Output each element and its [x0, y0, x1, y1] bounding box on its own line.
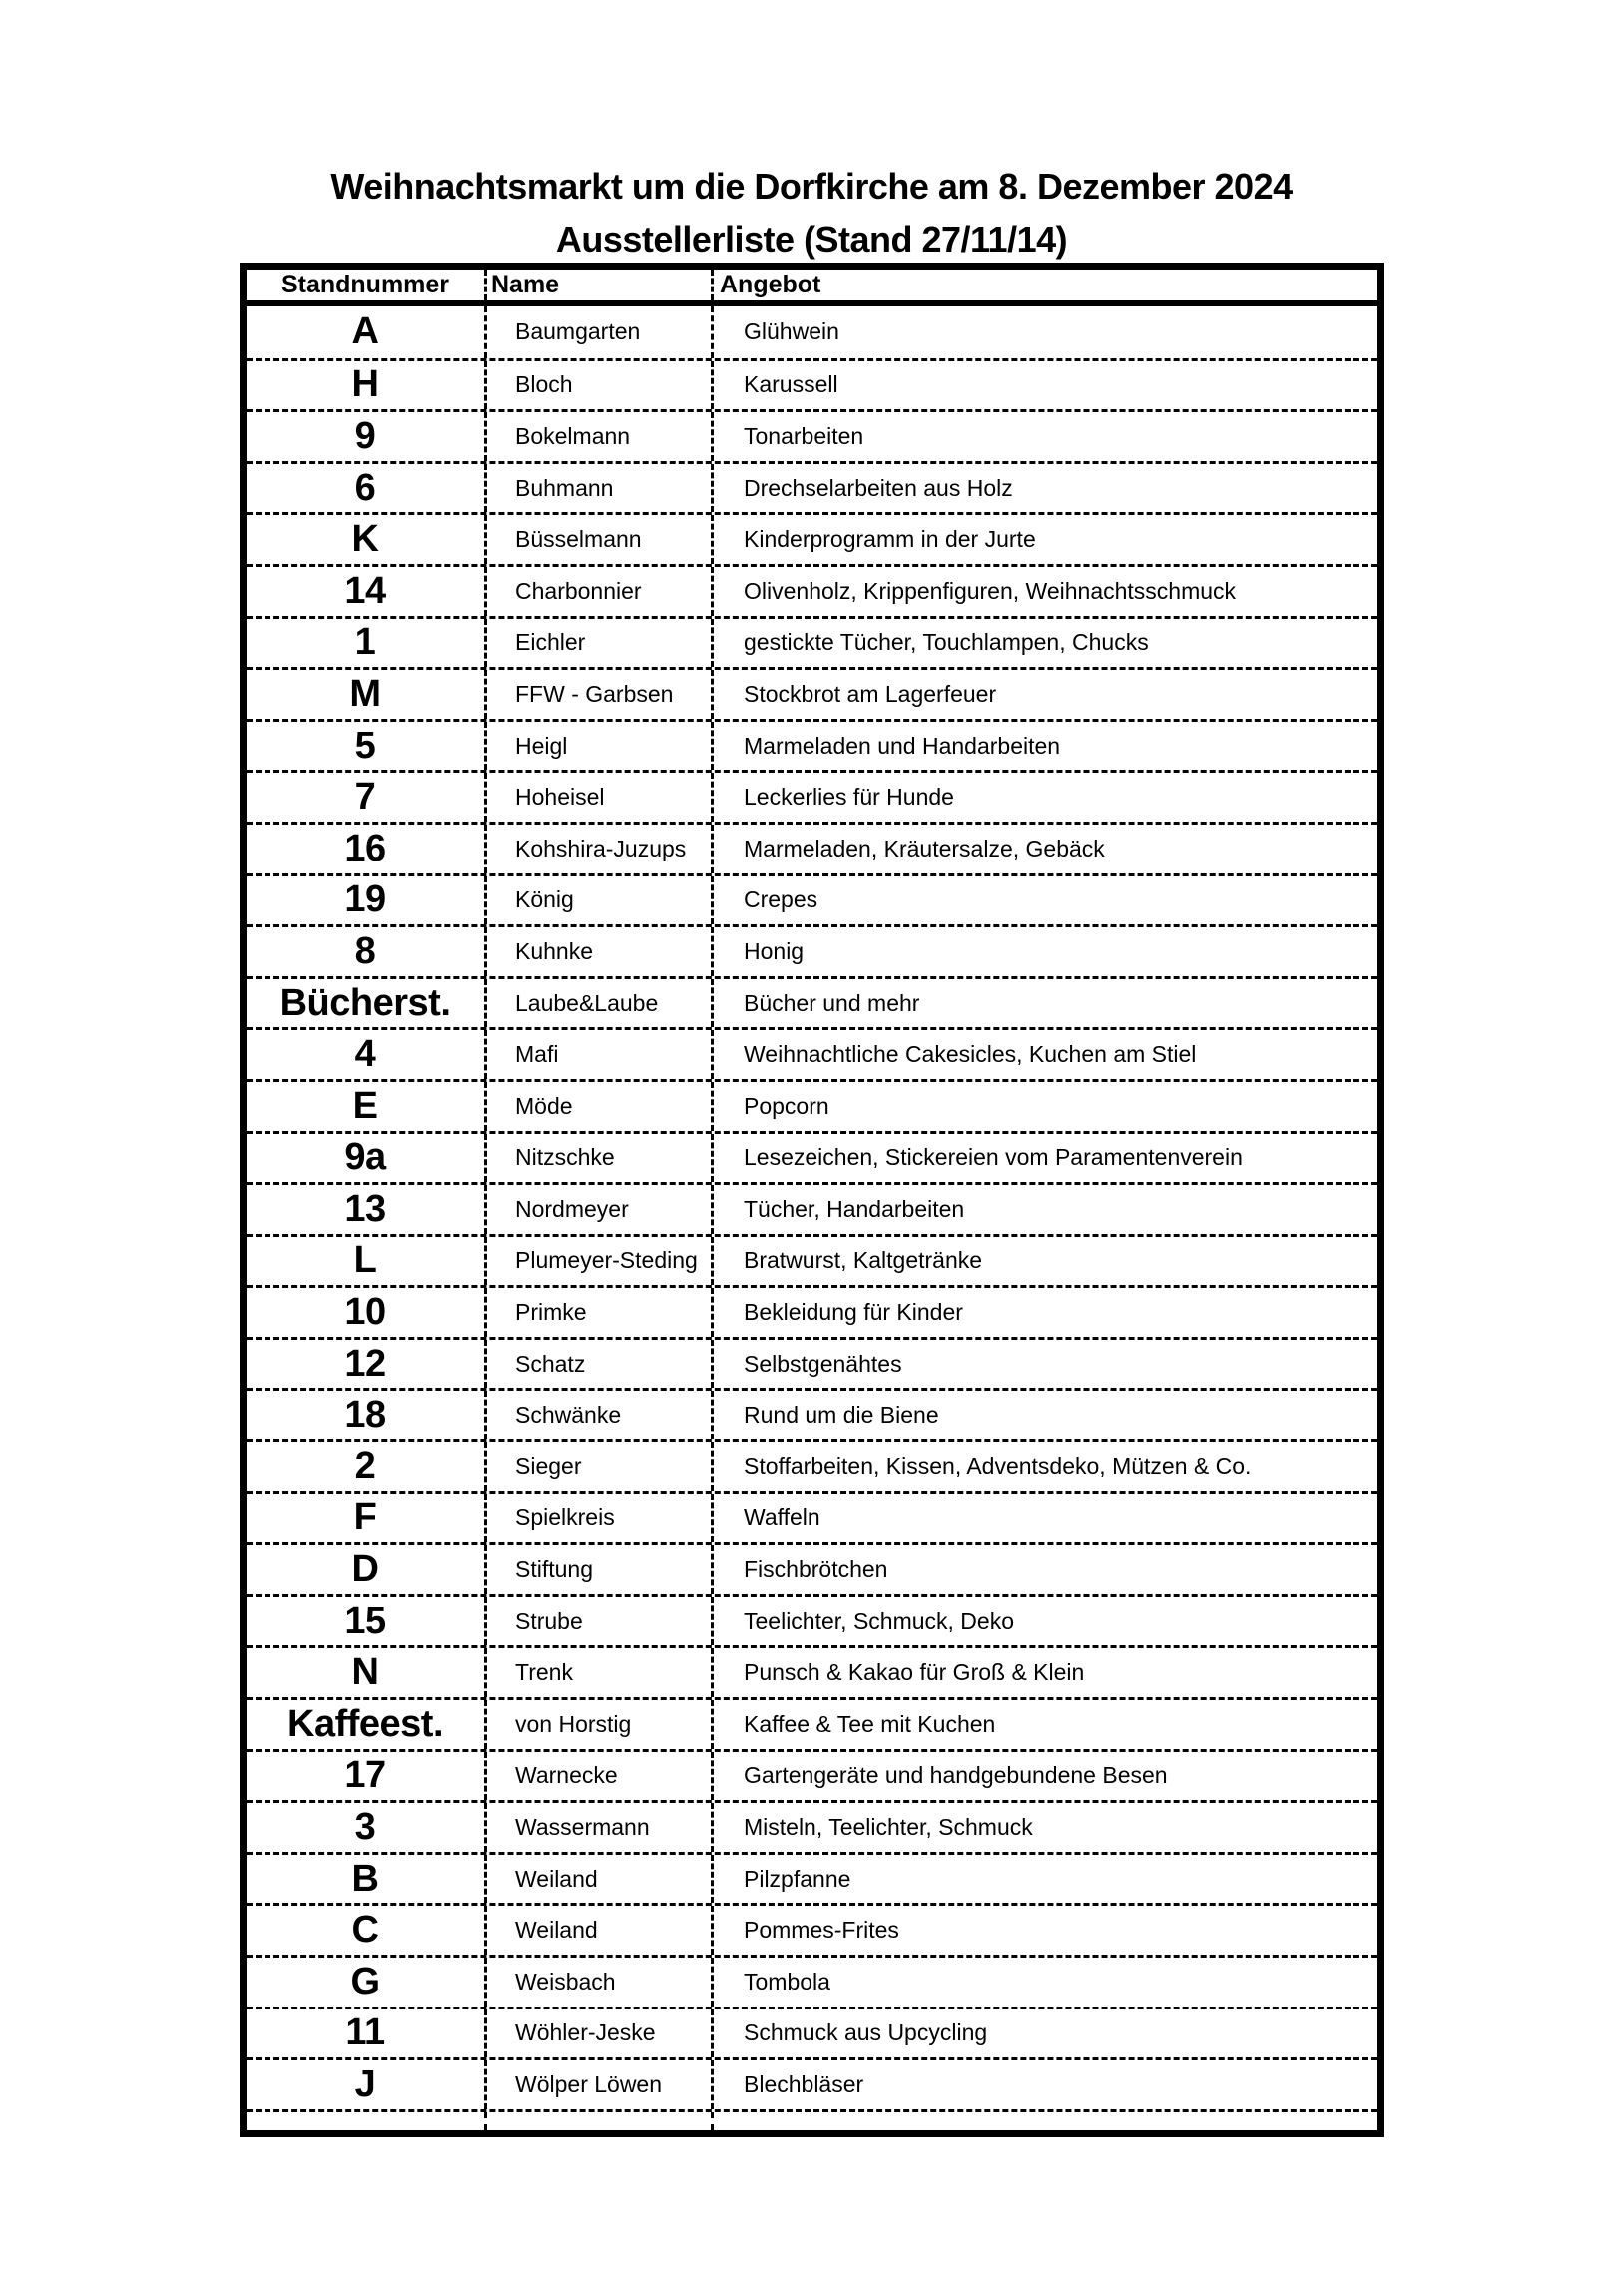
stand-number-cell: 17: [344, 1754, 386, 1797]
offer-cell: Honig: [711, 927, 1377, 976]
offer-cell: Misteln, Teelichter, Schmuck: [711, 1803, 1377, 1852]
offer-cell: Drechselarbeiten aus Holz: [711, 464, 1377, 513]
table-body: [247, 306, 1377, 2109]
table-row: [247, 1439, 1377, 1491]
offer-cell: Stockbrot am Lagerfeuer: [711, 670, 1377, 719]
stand-number-cell: [247, 2112, 484, 2130]
stand-number-cell: 14: [344, 569, 386, 612]
stand-number-cell: C: [351, 1909, 379, 1952]
exhibitor-name-cell: Wassermann: [484, 1803, 711, 1852]
stand-number-cell: Bücherst.: [279, 981, 451, 1024]
table-row: [247, 409, 1377, 461]
offer-cell: Pommes-Frites: [711, 1906, 1377, 1955]
exhibitor-name-cell: Spielkreis: [484, 1494, 711, 1543]
table-row: [247, 1182, 1377, 1234]
table-row: [247, 719, 1377, 771]
table-row: [247, 1542, 1377, 1594]
table-row: [247, 1027, 1377, 1079]
stand-number-cell: 15: [344, 1599, 386, 1642]
stand-number-cell: 3: [354, 1806, 376, 1849]
stand-number-cell: 10: [344, 1291, 386, 1334]
exhibitor-name-cell: Büsselmann: [484, 515, 711, 564]
table-row: [247, 616, 1377, 668]
offer-cell: Fischbrötchen: [711, 1545, 1377, 1594]
exhibitor-name-cell: Sieger: [484, 1442, 711, 1491]
exhibitor-name-cell: Stiftung: [484, 1545, 711, 1594]
exhibitor-name-cell: Warnecke: [484, 1752, 711, 1801]
stand-number-cell: 13: [344, 1187, 386, 1230]
table-row: [247, 770, 1377, 822]
stand-number-cell: 9: [354, 414, 376, 457]
offer-cell: Popcorn: [711, 1082, 1377, 1131]
document-title: Weihnachtsmarkt um die Dorfkirche am 8. Dezember 2024: [330, 166, 1293, 207]
stand-number-cell: 8: [354, 929, 376, 972]
offer-cell: Crepes: [711, 876, 1377, 925]
table-row: [247, 1079, 1377, 1131]
header-angebot: Angebot: [711, 270, 1377, 300]
exhibitor-name-cell: Weisbach: [484, 1958, 711, 2007]
exhibitor-name-cell: König: [484, 876, 711, 925]
offer-cell: Lesezeichen, Stickereien vom Paramentenverein: [711, 1134, 1377, 1183]
exhibitor-table: [240, 263, 1384, 2137]
offer-cell: Tombola: [711, 1958, 1377, 2007]
table-row: [247, 2057, 1377, 2109]
stand-number-cell: 19: [344, 878, 386, 921]
table-row: [247, 1852, 1377, 1904]
stand-number-cell: A: [351, 310, 379, 353]
exhibitor-name-cell: Kohshira-Juzups: [484, 825, 711, 873]
exhibitor-name-cell: Hoheisel: [484, 773, 711, 822]
stand-number-cell: 18: [344, 1394, 386, 1436]
offer-cell: Kaffee & Tee mit Kuchen: [711, 1700, 1377, 1749]
exhibitor-name-cell: Eichler: [484, 619, 711, 668]
table-row: [247, 1337, 1377, 1389]
exhibitor-name-cell: Bloch: [484, 361, 711, 410]
stand-number-cell: L: [353, 1239, 377, 1282]
stand-number-cell: B: [351, 1857, 379, 1900]
exhibitor-name-cell: Weiland: [484, 1906, 711, 1955]
offer-cell: Rund um die Biene: [711, 1391, 1377, 1439]
exhibitor-name-cell: Nordmeyer: [484, 1185, 711, 1234]
exhibitor-name-cell: Trenk: [484, 1648, 711, 1697]
exhibitor-name-cell: Wöhler-Jeske: [484, 2009, 711, 2058]
table-row: [247, 1903, 1377, 1955]
header-name: Name: [484, 270, 711, 300]
stand-number-cell: 1: [354, 621, 376, 664]
exhibitor-name-cell: Schatz: [484, 1340, 711, 1389]
stand-number-cell: 9a: [344, 1136, 386, 1179]
exhibitor-name-cell: Schwänke: [484, 1391, 711, 1439]
stand-number-cell: 2: [354, 1444, 376, 1487]
table-row: [247, 1645, 1377, 1697]
stand-number-cell: F: [353, 1496, 377, 1539]
table-row: [247, 1697, 1377, 1749]
exhibitor-name-cell: Baumgarten: [484, 306, 711, 358]
stand-number-cell: 7: [354, 776, 376, 819]
offer-cell: Marmeladen und Handarbeiten: [711, 722, 1377, 771]
header-standnummer: Standnummer: [280, 271, 450, 298]
stand-number-cell: N: [351, 1651, 379, 1694]
offer-cell: Marmeladen, Kräutersalze, Gebäck: [711, 825, 1377, 873]
exhibitor-name-cell: Buhmann: [484, 464, 711, 513]
table-row: [247, 1800, 1377, 1852]
offer-cell: Selbstgenähtes: [711, 1340, 1377, 1389]
stand-number-cell: 6: [354, 466, 376, 509]
table-row: [247, 822, 1377, 873]
exhibitor-name-cell: Weiland: [484, 1855, 711, 1904]
table-row: [247, 1388, 1377, 1439]
exhibitor-name-cell: Primke: [484, 1288, 711, 1337]
table-row: [247, 564, 1377, 616]
stand-number-cell: 4: [354, 1033, 376, 1076]
offer-cell: Blechbläser: [711, 2060, 1377, 2109]
stand-number-cell: J: [354, 2062, 376, 2105]
stand-number-cell: H: [351, 363, 379, 406]
table-row: [247, 1491, 1377, 1543]
exhibitor-name-cell: Wölper Löwen: [484, 2060, 711, 2109]
table-row: [247, 873, 1377, 925]
table-row: [247, 1749, 1377, 1801]
offer-cell: Tonarbeiten: [711, 412, 1377, 461]
exhibitor-name-cell: Strube: [484, 1597, 711, 1646]
table-row: [247, 2007, 1377, 2058]
exhibitor-name-cell: Charbonnier: [484, 567, 711, 616]
table-row: [247, 461, 1377, 513]
table-row: [247, 1131, 1377, 1183]
exhibitor-name-cell: Nitzschke: [484, 1134, 711, 1183]
exhibitor-name-cell: Möde: [484, 1082, 711, 1131]
table-row: [247, 512, 1377, 564]
exhibitor-name-cell: Kuhnke: [484, 927, 711, 976]
offer-cell: Schmuck aus Upcycling: [711, 2009, 1377, 2058]
offer-cell: Bratwurst, Kaltgetränke: [711, 1237, 1377, 1286]
exhibitor-name-cell: Heigl: [484, 722, 711, 771]
stand-number-cell: Kaffeest.: [287, 1702, 443, 1745]
exhibitor-name-cell: Plumeyer-Steding: [484, 1237, 711, 1286]
table-header-row: [247, 270, 1377, 306]
offer-cell: Leckerlies für Hunde: [711, 773, 1377, 822]
offer-cell: Glühwein: [711, 306, 1377, 358]
offer-cell: gestickte Tücher, Touchlampen, Chucks: [711, 619, 1377, 668]
stand-number-cell: 12: [344, 1342, 386, 1385]
offer-cell: Bücher und mehr: [711, 979, 1377, 1028]
table-row: [247, 306, 1377, 358]
table-row: [247, 1285, 1377, 1337]
table-row: [247, 924, 1377, 976]
stand-number-cell: M: [349, 672, 381, 715]
offer-cell: Karussell: [711, 361, 1377, 410]
exhibitor-name-cell: FFW - Garbsen: [484, 670, 711, 719]
table-row: [247, 358, 1377, 410]
offer-cell: Gartengeräte und handgebundene Besen: [711, 1752, 1377, 1801]
table-row: [247, 1594, 1377, 1646]
table-row: [247, 976, 1377, 1028]
offer-cell: Stoffarbeiten, Kissen, Adventsdeko, Mützen & Co.: [711, 1442, 1377, 1491]
table-row: [247, 1955, 1377, 2007]
exhibitor-name-cell: von Horstig: [484, 1700, 711, 1749]
document-subtitle: Ausstellerliste (Stand 27/11/14): [555, 219, 1068, 260]
exhibitor-name-cell: Bokelmann: [484, 412, 711, 461]
offer-cell: Kinderprogramm in der Jurte: [711, 515, 1377, 564]
offer-cell: Pilzpfanne: [711, 1855, 1377, 1904]
title-block: [0, 160, 1623, 266]
table-row: [247, 667, 1377, 719]
offer-cell: Weihnachtliche Cakesicles, Kuchen am Stiel: [711, 1030, 1377, 1079]
offer-cell: [711, 2112, 1377, 2130]
empty-row: [247, 2109, 1377, 2130]
offer-cell: Waffeln: [711, 1494, 1377, 1543]
stand-number-cell: D: [351, 1548, 379, 1591]
stand-number-cell: 16: [344, 827, 386, 869]
exhibitor-name-cell: [484, 2112, 711, 2130]
stand-number-cell: 5: [354, 724, 376, 767]
offer-cell: Tücher, Handarbeiten: [711, 1185, 1377, 1234]
exhibitor-name-cell: Mafi: [484, 1030, 711, 1079]
stand-number-cell: G: [350, 1960, 380, 2003]
stand-number-cell: K: [351, 518, 379, 561]
stand-number-cell: E: [352, 1084, 378, 1127]
offer-cell: Olivenholz, Krippenfiguren, Weihnachtsschmuck: [711, 567, 1377, 616]
exhibitor-name-cell: Laube&Laube: [484, 979, 711, 1028]
table-row: [247, 1234, 1377, 1286]
offer-cell: Punsch & Kakao für Groß & Klein: [711, 1648, 1377, 1697]
stand-number-cell: 11: [345, 2011, 385, 2054]
offer-cell: Teelichter, Schmuck, Deko: [711, 1597, 1377, 1646]
offer-cell: Bekleidung für Kinder: [711, 1288, 1377, 1337]
